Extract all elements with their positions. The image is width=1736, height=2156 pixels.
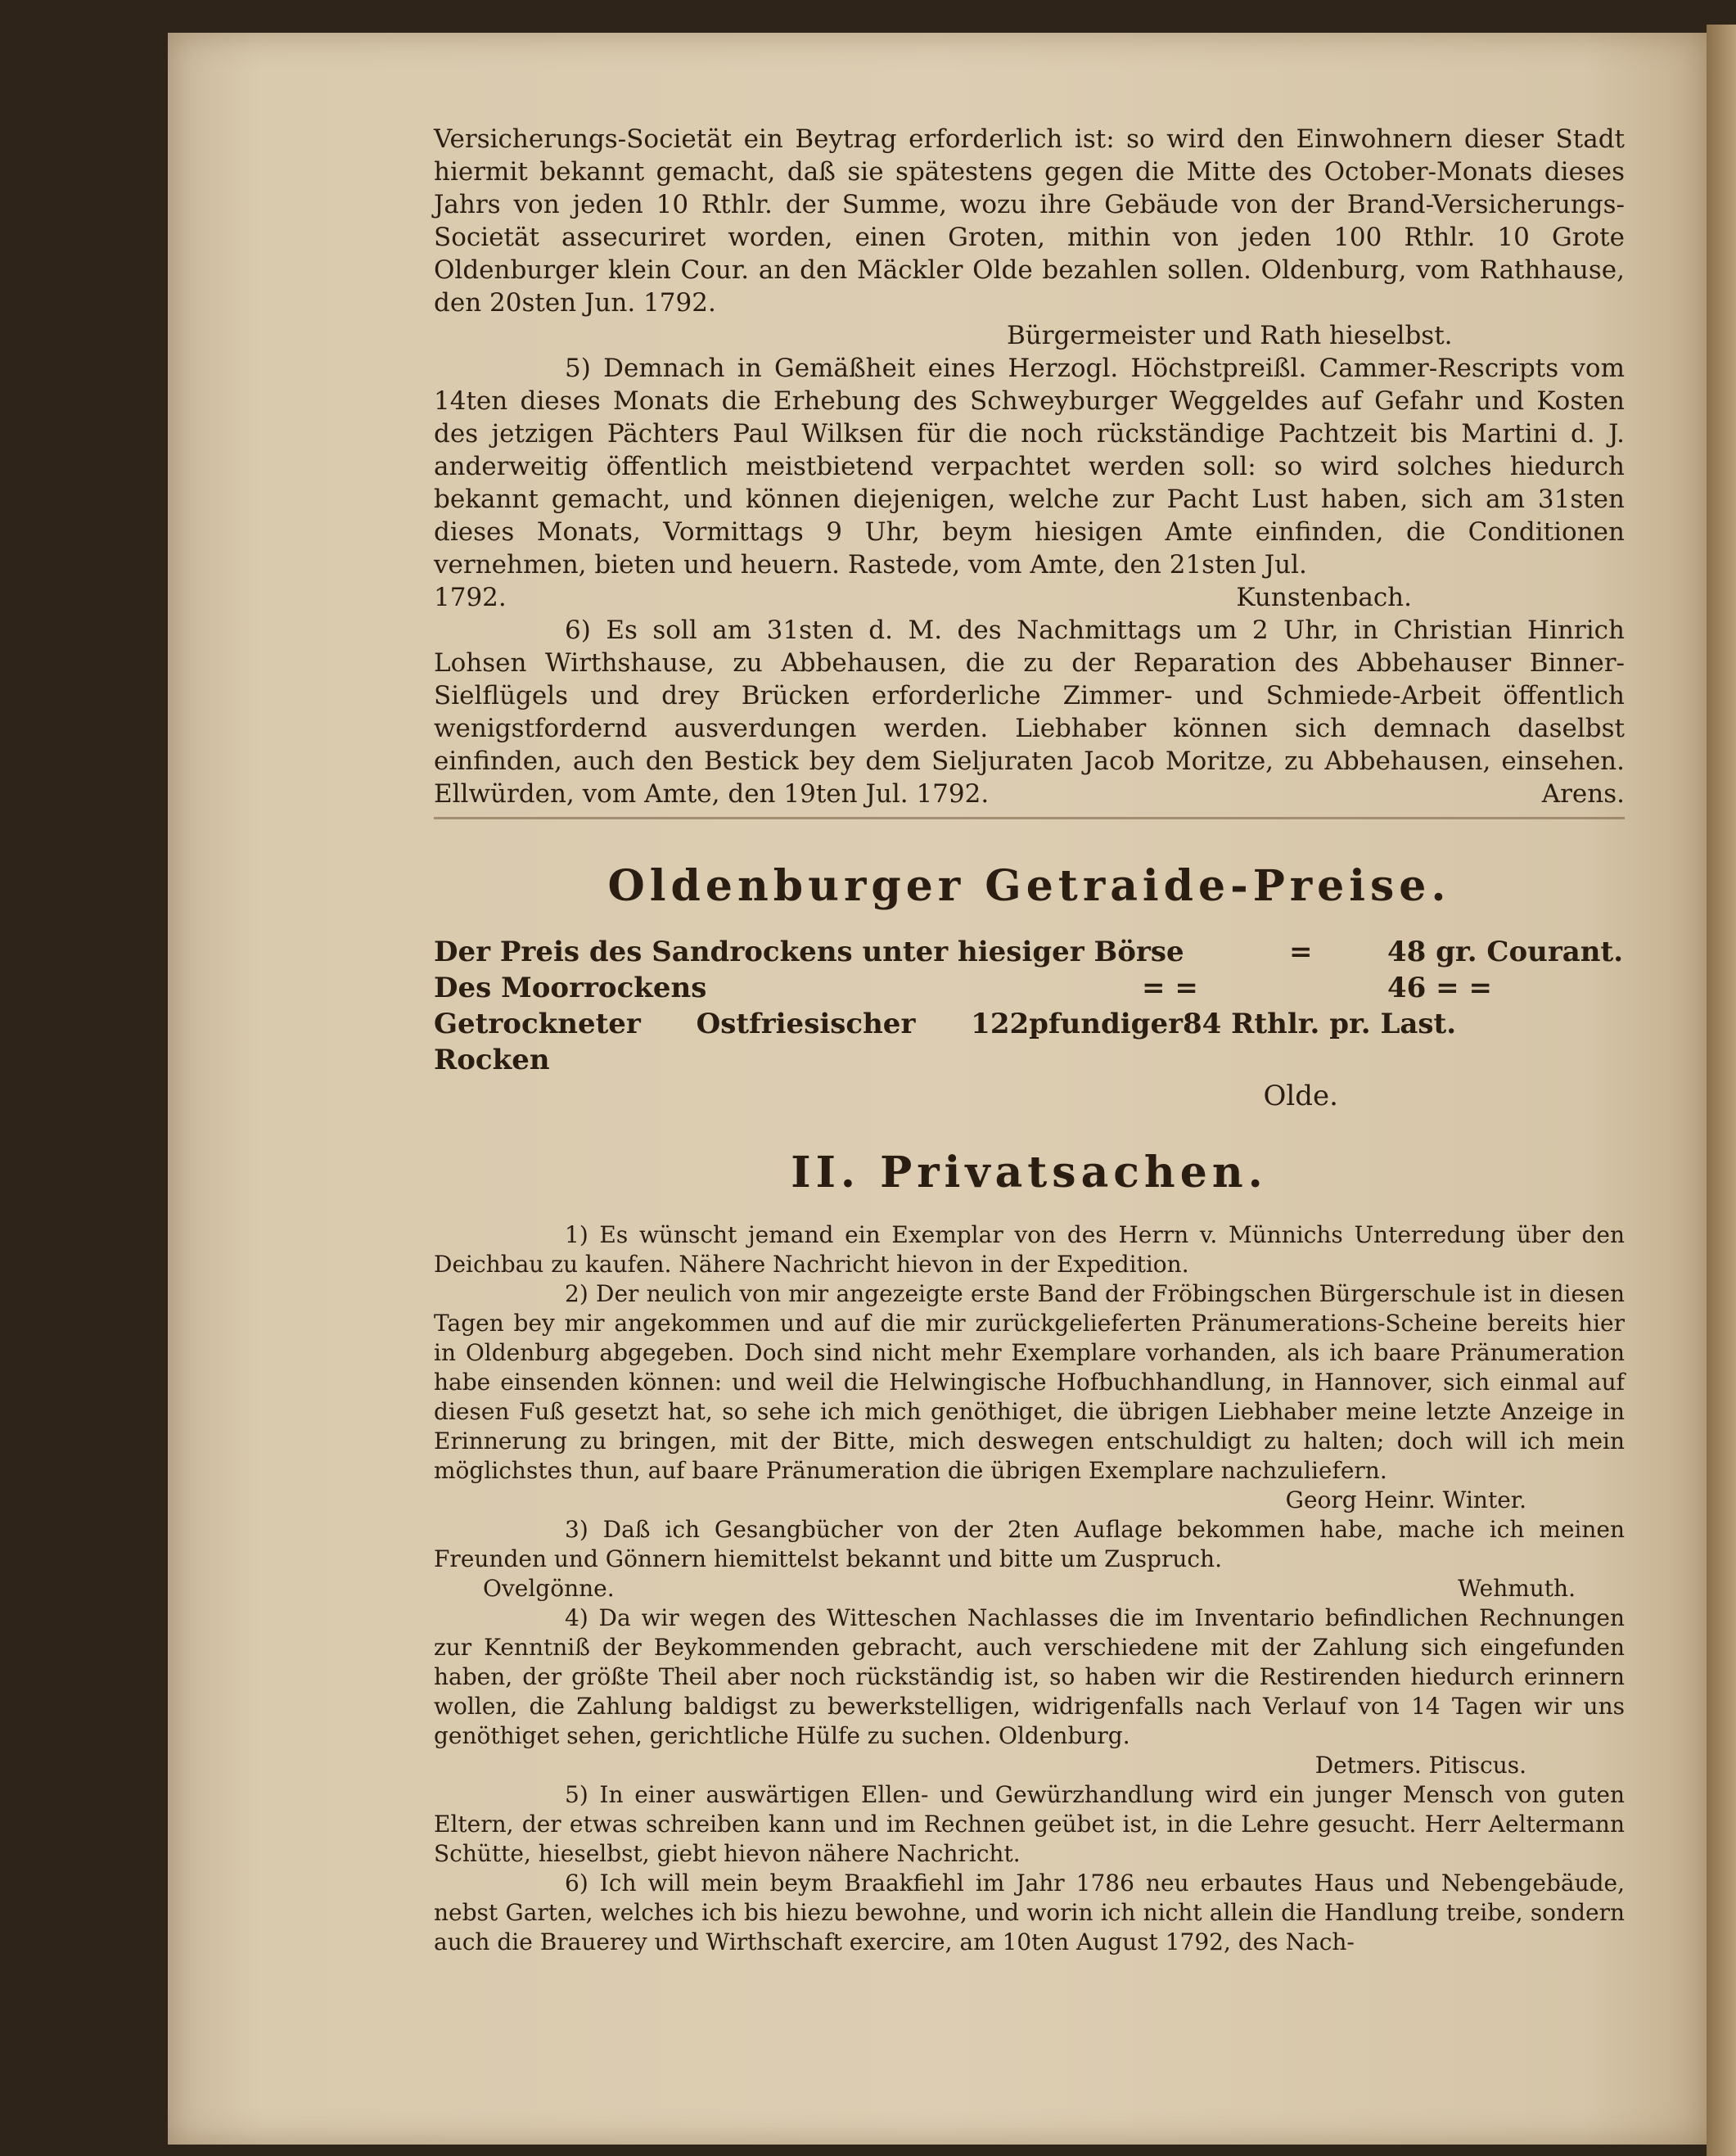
private-heading: II. Privatsachen. <box>791 1148 1268 1198</box>
notice-5-year: 1792. <box>434 583 507 612</box>
price-label: Der Preis des Sandrockens unter hiesiger Börse <box>434 936 1184 968</box>
private-item-3: 3) Daß ich Gesangbücher von der 2ten Auflage bekommen habe, mache ich meinen Freunden und Gönnern hiemittelst bekannt und bitte um Zuspruch. <box>434 1516 1625 1572</box>
price-row <box>434 1006 1625 1078</box>
private-item-3-footer <box>434 1574 1625 1603</box>
private-item-4: 4) Da wir wegen des Witteschen Nachlasses die im Inventario befindlichen Rechnungen zur Kenntniß der Beykommenden gebracht, auch verschiedene mit der Zahlung sich eingefunden haben, der größte Theil aber noch rückständig ist, so haben wir die Restirenden hiedurch erinnern wollen, die Zahlung baldigst zu bewerkstelligen, widrigenfalls nach Verlauf von 14 Tagen wir uns genöthiget sehen, gerichtliche Hülfe zu suchen. Oldenburg. <box>434 1604 1625 1749</box>
notice-brand-insurance: Versicherungs-Societät ein Beytrag erforderlich ist: so wird den Einwohnern dieser Stadt hiermit bekannt gemacht, daß sie spätestens gegen die Mitte des October-Monats dieses Jahrs von jeden 10 Rthlr. der Summe, wozu ihre Gebäude von der Brand-Versicherungs-Societät assecuriret worden, einen Groten, mithin von jeden 100 Rthlr. 10 Grote Oldenburger klein Cour. an den Mäckler Olde bezahlen sollen. Oldenburg, vom Rathhause, den 20sten Jun. 1792. <box>434 124 1625 318</box>
private-item-5: 5) In einer auswärtigen Ellen- und Gewürzhandlung wird ein junger Mensch von guten Eltern, der etwas schreiben kann und im Rechnen geübet ist, in die Lehre gesucht. Herr Aeltermann Schütte, hieselbst, giebt hievon nähere Nachricht. <box>434 1781 1625 1867</box>
signature-rath: Bürgermeister und Rath hieselbst. <box>1007 321 1453 350</box>
signature-winter: Georg Heinr. Winter. <box>1285 1486 1526 1513</box>
price-value: 84 Rthlr. pr. Last. <box>1183 1008 1457 1040</box>
place-ovelgoenne: Ovelgönne. <box>483 1575 615 1602</box>
price-dots: = = <box>1142 972 1198 1004</box>
price-row <box>434 934 1625 970</box>
section-divider <box>434 817 1625 819</box>
price-label: Des Moorrockens <box>434 972 707 1004</box>
private-item-1: 1) Es wünscht jemand ein Exemplar von des Herrn v. Münnichs Unterredung über den Deichbau zu kaufen. Nähere Nachricht hievon in der Expedition. <box>434 1221 1625 1278</box>
signature-detmers-pitiscus: Detmers. Pitiscus. <box>1314 1752 1526 1779</box>
price-row <box>434 970 1625 1006</box>
notice-5-footer <box>434 581 1625 614</box>
private-item-6: 6) Ich will mein beym Braakfiehl im Jahr 1786 neu erbautes Haus und Nebengebäude, nebst Garten, welches ich bis hiezu bewohne, und worin ich nicht allein die Handlung treibe, sondern auch die Brauerey und Wirthschaft exercire, am 10ten August 1792, des Nach- <box>434 1870 1625 1955</box>
signature-olde: Olde. <box>1263 1080 1338 1112</box>
price-value: 48 gr. Courant. <box>1387 936 1624 968</box>
private-item-2: 2) Der neulich von mir angezeigte erste Band der Fröbingschen Bürgerschule ist in diesen Tagen bey mir angekommen und auf die mir zurückgelieferten Pränumerations-Scheine bereits hier in Oldenburg abgegeben. Doch sind nicht mehr Exemplare vorhanden, als ich baare Pränumeration habe einsenden können: und weil die Helwingische Hofbuchhandlung, in Hannover, sich einmal auf diesen Fuß gesetzt hat, so sehe ich mich genöthiget, die übrigen Liebhaber meine letzte Anzeige in Erinnerung zu bringen, mit der Bitte, mich deswegen entschuldigt zu halten; doch will ich mein möglichstes thun, auf baare Pränumeration die übrigen Exemplare nachzuliefern. <box>434 1280 1625 1484</box>
notice-6-reparation: 6) Es soll am 31sten d. M. des Nachmittags um 2 Uhr, in Christian Hinrich Lohsen Wirthshause, zu Abbehausen, die zu der Reparation des Abbehauser Binner-Sielflügels und drey Brücken erforderliche Zimmer- und Schmiede-Arbeit öffentlich wenigstfordernd ausverdungen werden. Liebhaber können sich demnach daselbst einfinden, auch den Bestick bey dem Sieljuraten Jacob Moritze, zu Abbehausen, einsehen. Ellwürden, vom Amte, den 19ten Jul. 1792. <box>434 616 1625 809</box>
adjacent-page-edge <box>1707 25 1736 2156</box>
price-dots: = <box>1289 936 1313 968</box>
notice-5-weggeld: 5) Demnach in Gemäßheit eines Herzogl. Höchstpreißl. Cammer-Rescripts vom 14ten dieses Monats die Erhebung des Schweyburger Weggeldes auf Gefahr und Kosten des jetzigen Pächters Paul Wilksen für die noch rückständige Pachtzeit bis Martini d. J. anderweitig öffentlich meistbietend verpachtet werden soll: so wird solches hiedurch bekannt gemacht, und können diejenigen, welche zur Pacht Lust haben, sich am 31sten dieses Monats, Vormittags 9 Uhr, beym hiesigen Amte einfinden, die Conditionen vernehmen, bieten und heuern. Rastede, vom Amte, den 21sten Jul. <box>434 354 1625 580</box>
page-text <box>434 123 1625 1957</box>
price-label: Getrockneter Ostfriesischer 122pfundiger Rocken <box>434 1008 1183 1076</box>
signature-arens: Arens. <box>1541 779 1625 809</box>
signature-kunstenbach: Kunstenbach. <box>1236 583 1412 612</box>
signature-wehmuth: Wehmuth. <box>1458 1575 1576 1602</box>
price-value: 46 = = <box>1387 972 1492 1004</box>
prices-heading: Oldenburger Getraide-Preise. <box>607 861 1451 911</box>
